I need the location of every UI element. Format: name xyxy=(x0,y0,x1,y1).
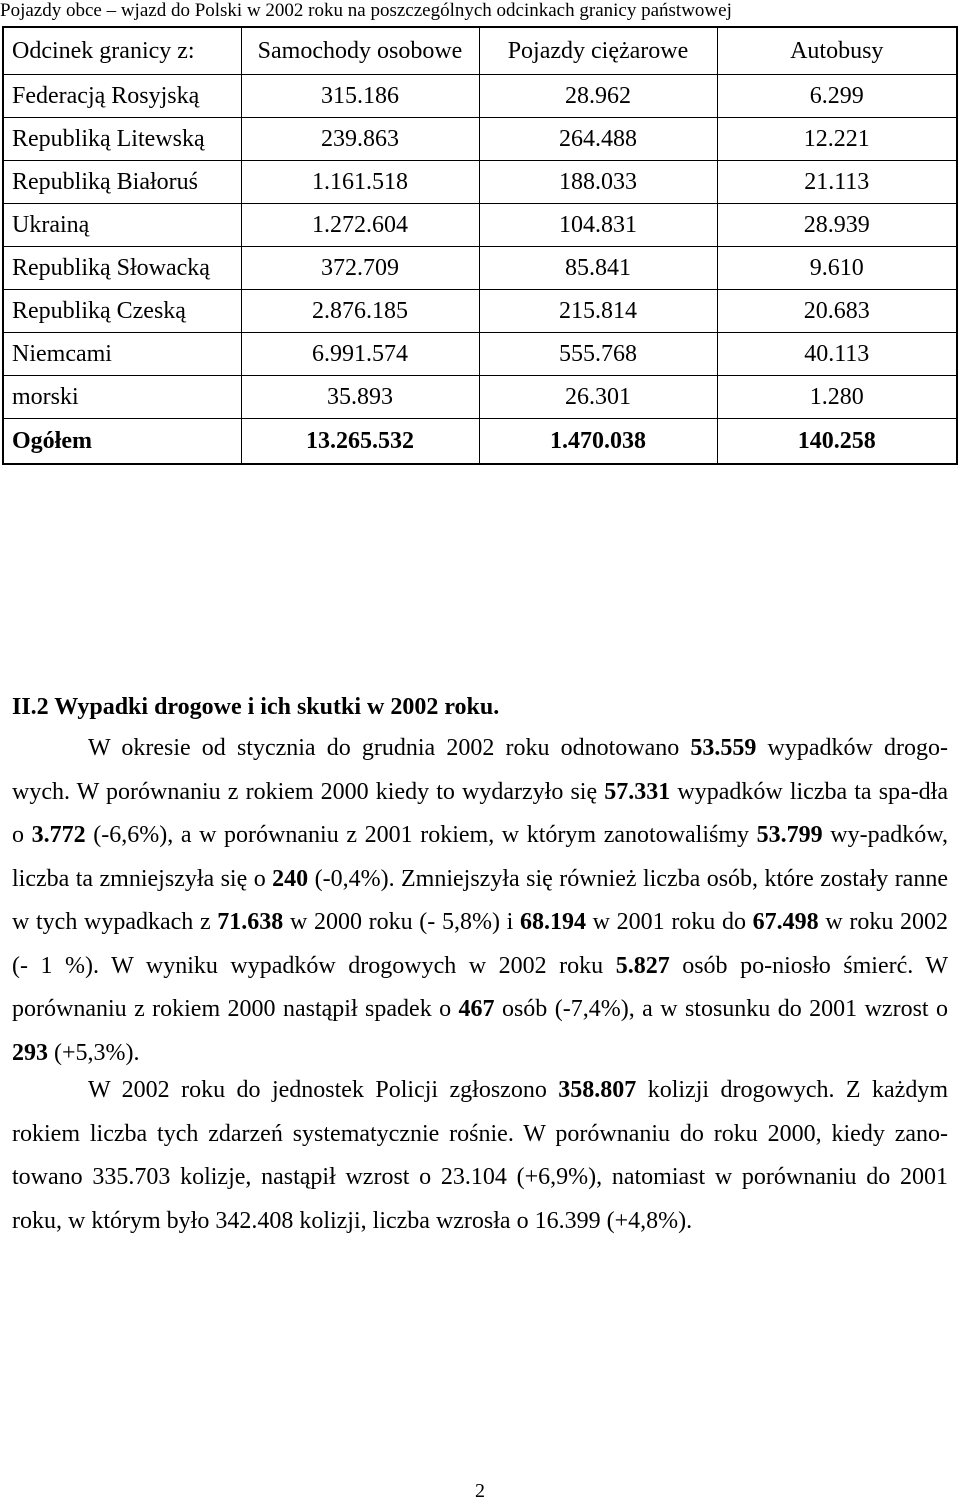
table-cell: 372.709 xyxy=(241,247,479,290)
text-run: wypadków drogo-wych. W porównaniu z rokiem 2000 kiedy to wydarzyło się xyxy=(12,735,948,805)
table-cell: 13.265.532 xyxy=(241,419,479,465)
text-run: (-0,4%). Zmniejszyła się również liczba osób, które zostały ranne w tych wypadkach z xyxy=(12,865,948,935)
row-label: Republiką Białoruś xyxy=(3,161,241,204)
table-cell: Pojazdy ciężarowe xyxy=(479,27,717,75)
bold-figure: 3.772 xyxy=(31,822,86,848)
bold-figure: 53.799 xyxy=(756,822,823,848)
row-label: Republiką Słowacką xyxy=(3,247,241,290)
row-label: Federacją Rosyjską xyxy=(3,75,241,118)
table-cell: 6.991.574 xyxy=(241,333,479,376)
text-run: w 2001 roku do xyxy=(585,909,753,935)
text-run: osób (-7,4%), a w stosunku do 2001 wzrost o xyxy=(494,996,948,1022)
table-cell: 35.893 xyxy=(241,376,479,419)
table-cell: 12.221 xyxy=(717,118,957,161)
table-cell: 21.113 xyxy=(717,161,957,204)
table-row xyxy=(3,290,957,333)
table-cell: 28.962 xyxy=(479,75,717,118)
page-number: 2 xyxy=(475,1480,485,1502)
row-label: morski xyxy=(3,376,241,419)
table-header-row xyxy=(3,27,957,75)
text-run: w roku 2002 (- 1 %). W wyniku wypadków drogowych w 2002 roku xyxy=(12,909,949,979)
table-caption: Pojazdy obce – wjazd do Polski w 2002 roku na poszczególnych odcinkach granicy państwowej xyxy=(0,0,732,21)
table-cell: Samochody osobowe xyxy=(241,27,479,75)
table-row xyxy=(3,376,957,419)
text-run: W 2002 roku do jednostek Policji zgłoszono xyxy=(88,1077,559,1103)
table-row xyxy=(3,204,957,247)
table-cell: 1.280 xyxy=(717,376,957,419)
text-run: (+5,3%). xyxy=(48,1039,140,1066)
text-run: wy-padków, liczba ta zmniejszyła się o xyxy=(12,822,949,892)
table-cell: 315.186 xyxy=(241,75,479,118)
bold-figure: 293 xyxy=(12,1039,48,1066)
bold-figure: 68.194 xyxy=(519,909,586,935)
section-title: II.2 Wypadki drogowe i ich skutki w 2002 roku. xyxy=(12,694,500,720)
text-run: (-6,6%), a w porównaniu z 2001 rokiem, w którym zanotowaliśmy xyxy=(85,822,757,848)
table-total-row xyxy=(3,419,957,465)
table-cell: Autobusy xyxy=(717,27,957,75)
text-run: osób po-niosło śmierć. W porównaniu z rokiem 2000 nastąpił spadek o xyxy=(12,952,949,1022)
collisions-paragraph xyxy=(12,1069,948,1243)
bold-figure: 53.559 xyxy=(690,735,757,761)
text-run: W okresie od stycznia do grudnia 2002 roku odnotowano xyxy=(88,735,691,761)
accidents-paragraph xyxy=(12,727,948,1075)
bold-figure: 358.807 xyxy=(558,1077,637,1103)
table-cell: 2.876.185 xyxy=(241,290,479,333)
table-cell: 140.258 xyxy=(717,419,957,465)
bold-figure: 57.331 xyxy=(604,778,671,805)
table-cell: 555.768 xyxy=(479,333,717,376)
table-row xyxy=(3,118,957,161)
table-row xyxy=(3,333,957,376)
bold-figure: 71.638 xyxy=(217,909,284,935)
bold-figure: 240 xyxy=(272,865,309,892)
bold-figure: 467 xyxy=(458,996,495,1022)
table-row xyxy=(3,75,957,118)
row-label: Niemcami xyxy=(3,333,241,376)
table-cell: 104.831 xyxy=(479,204,717,247)
row-label: Odcinek granicy z: xyxy=(3,27,241,75)
row-label: Republiką Czeską xyxy=(3,290,241,333)
border-traffic-table xyxy=(2,26,958,465)
bold-figure: 67.498 xyxy=(752,909,819,935)
table-row xyxy=(3,161,957,204)
bold-figure: 5.827 xyxy=(615,952,670,979)
table-cell: 26.301 xyxy=(479,376,717,419)
table-cell: 6.299 xyxy=(717,75,957,118)
table-row xyxy=(3,247,957,290)
text-run: wypadków liczba ta spa-dła o xyxy=(12,778,949,848)
table-cell: 215.814 xyxy=(479,290,717,333)
table-cell: 20.683 xyxy=(717,290,957,333)
table-cell: 1.161.518 xyxy=(241,161,479,204)
row-label: Republiką Litewską xyxy=(3,118,241,161)
text-run: kolizji drogowych. Z każdym rokiem liczba tych zdarzeń systematycznie rośnie. W porównaniu do roku 2000, kiedy zano-towano 335.703 kolizje, nastąpił wzrost o 23.104 (+6,9%), natomiast w porównaniu do 2001 roku, w którym było 342.408 kolizji, liczba wzrosła o 16.399 (+4,8%). xyxy=(12,1077,948,1234)
table-cell: 1.470.038 xyxy=(479,419,717,465)
table-cell: 40.113 xyxy=(717,333,957,376)
table-cell: 1.272.604 xyxy=(241,204,479,247)
table-cell: 9.610 xyxy=(717,247,957,290)
row-label: Ogółem xyxy=(3,419,241,465)
row-label: Ukrainą xyxy=(3,204,241,247)
table-cell: 264.488 xyxy=(479,118,717,161)
table-cell: 188.033 xyxy=(479,161,717,204)
table-cell: 239.863 xyxy=(241,118,479,161)
table-cell: 85.841 xyxy=(479,247,717,290)
text-run: w 2000 roku (- 5,8%) i xyxy=(283,909,520,935)
table-cell: 28.939 xyxy=(717,204,957,247)
